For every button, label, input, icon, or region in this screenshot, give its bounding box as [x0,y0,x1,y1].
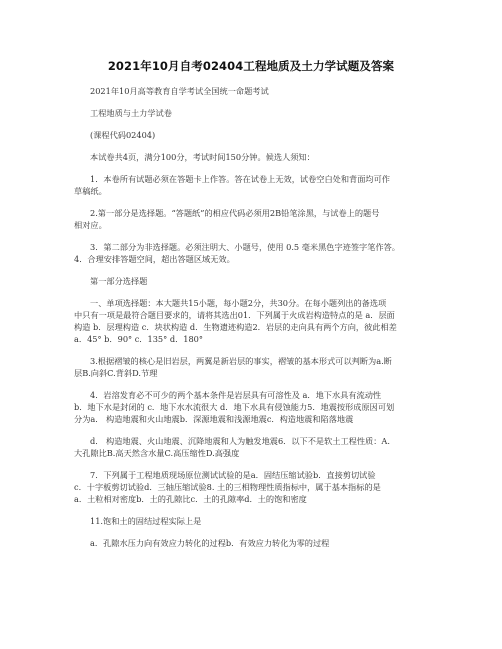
notice-4-line: 4．合理安排答题空间，超出答题区域无效。 [74,254,235,264]
question-8-options: a．土粒相对密度b．土的孔隙比c．土的孔隙率d．土的饱和密度 [74,494,307,504]
notice-3-line: 3．第二部分为非选择题。必须注明大、小题号，使用 0.5 毫米黑色字迹签字笔作答。 [90,242,400,252]
question-11-options: a．孔隙水压力向有效应力转化的过程b．有效应力转化为零的过程 [90,538,330,548]
question-4-5-line: b．地下水是封闭的 c．地下水水流很大 d．地下水具有侵蚀能力5．地震按形成原因可划 [74,402,395,412]
question-7-line-1: 7．下列属于工程地质现场原位测试试验的是a．固结压缩试验b．直接剪切试验 [90,470,376,480]
question-2-options: a．45° b．90° c．135° d．180° [74,334,203,344]
section-one-line-2: 中只有一项是最符合题目要求的，请将其选出01．下列属于火成岩构造特点的是 a．层面 [74,310,395,320]
question-4-line-1: 4．岩溶发育必不可少的两个基本条件是岩层具有可溶性及 a．地下水具有流动性 [90,390,382,400]
question-5-6-line: d． 构造地震、火山地震、沉降地震和人为触发地震6．以下不是软土工程性质：A. [90,436,390,446]
section-one-line-1: 一、单项选择题：本大题共15小题，每小题2分，共30分。在每小题列出的备选项 [90,298,387,308]
question-5-options: 分为a． 构造地震和火山地震b．深源地震和浅源地震c．构造地震和陷落地震 [74,414,354,424]
instructions-intro: 本试卷共4页，满分100分，考试时间150分钟。候选人须知： [90,152,315,162]
document-title: 2021年10月自考02404工程地质及土力学试题及答案 [107,59,395,73]
course-code-line: (课程代码02404) [90,130,156,140]
notice-2-line-2: 相对应。 [74,220,107,230]
notice-1-line-2: 草稿纸。 [74,186,107,196]
question-3-line-1: 3.根据褶皱的核心是旧岩层，两翼是新岩层的事实，褶皱的基本形式可以判断为a.断 [90,356,392,366]
paper-name-line: 工程地质与土力学试卷 [90,108,172,118]
exam-header-line: 2021年10月高等教育自学考试全国统一命题考试 [90,86,269,96]
notice-2-line-1: 2.第一部分是选择题。“答题纸”的相应代码必须用2B铅笔涂黑，与试卷上的题号 [90,208,380,218]
question-11-line: 11.饱和土的固结过程实际上是 [90,516,202,526]
part-one-heading: 第一部分选择题 [90,276,148,286]
question-1-2-line: 构造 b．层理构造 c．块状构造 d．生物遗迹构造2．岩层的走向具有两个方向，彼此相差 [74,322,397,332]
notice-1-line-1: 1．本卷所有试题必须在答题卡上作答。答在试卷上无效，试卷空白处和背面均可作 [90,174,390,184]
question-3-line-2: 层B.向斜C.背斜D.节理 [74,368,158,378]
question-7-8-line: c．十字板剪切试验d．三轴压缩试验8. 土的三相物理性质指标中，属于基本指标的是 [74,482,381,492]
question-6-options: 大孔隙比B.高天然含水量C.高压缩性D.高强度 [74,448,240,458]
